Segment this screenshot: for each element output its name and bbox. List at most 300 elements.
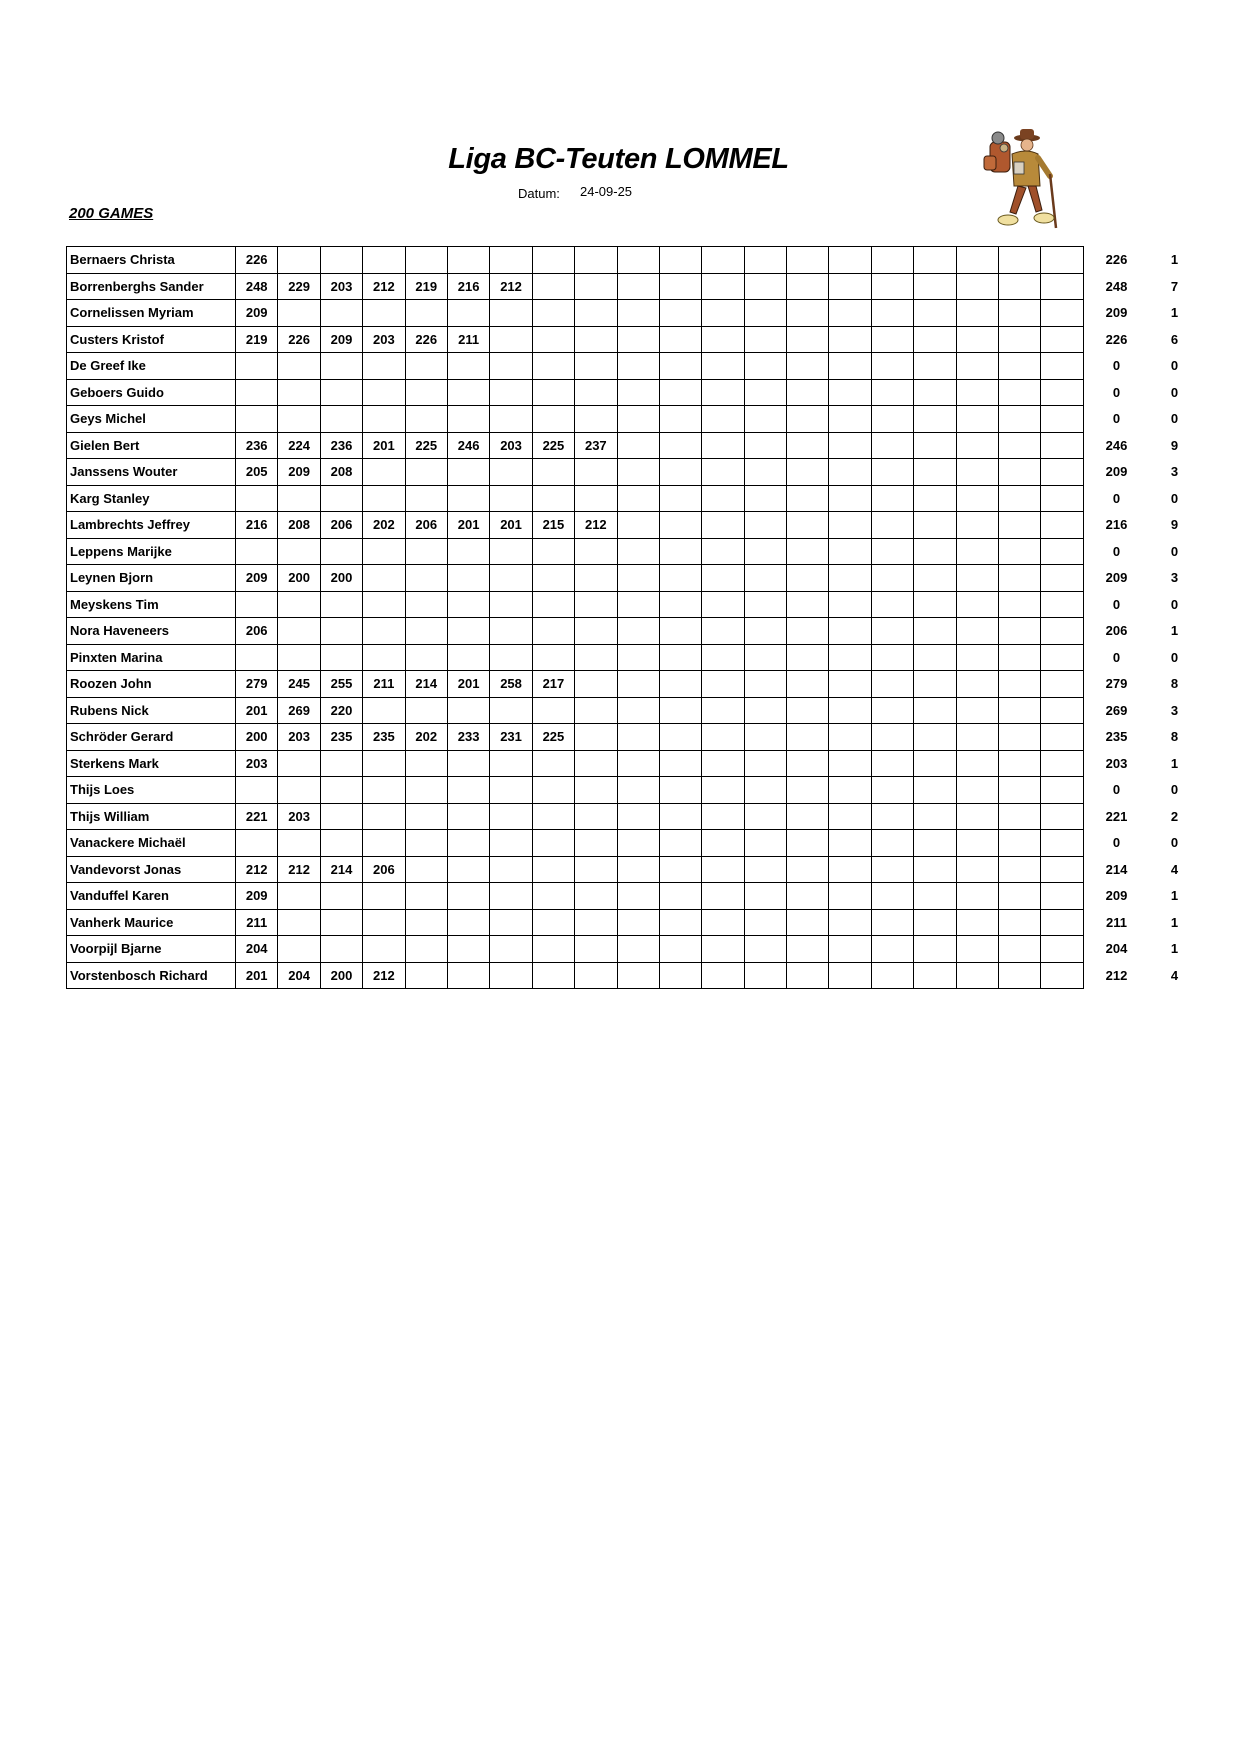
score-cell (1041, 644, 1083, 671)
score-cell (320, 830, 362, 857)
table-row (67, 406, 1084, 433)
score-cell: 205 (236, 459, 278, 486)
score-cell (405, 247, 447, 274)
score-cell: 203 (490, 432, 532, 459)
totals-row (1086, 962, 1202, 989)
score-cell (490, 777, 532, 804)
datum-value: 24-09-25 (580, 184, 633, 199)
score-cell (744, 459, 786, 486)
score-cell (236, 353, 278, 380)
table-row (67, 697, 1084, 724)
table-row (67, 883, 1084, 910)
score-cell (999, 591, 1041, 618)
score-cell (363, 300, 405, 327)
score-cell (532, 300, 574, 327)
score-cell (956, 353, 998, 380)
score-cell (829, 485, 871, 512)
player-name: Custers Kristof (67, 326, 236, 353)
score-cell (490, 565, 532, 592)
score-cell (999, 962, 1041, 989)
score-cell (405, 406, 447, 433)
score-cell: 206 (405, 512, 447, 539)
score-cell (871, 565, 913, 592)
score-cell (871, 909, 913, 936)
score-cell (447, 856, 489, 883)
totals-row (1086, 512, 1202, 539)
score-cell (405, 697, 447, 724)
score-cell (405, 909, 447, 936)
score-cell (1041, 830, 1083, 857)
totals-row (1086, 856, 1202, 883)
score-cell (490, 591, 532, 618)
score-cell (871, 459, 913, 486)
score-cell: 215 (532, 512, 574, 539)
score-cell (320, 300, 362, 327)
game-count: 0 (1170, 835, 1179, 851)
score-cell (532, 538, 574, 565)
totals-row (1086, 883, 1202, 910)
score-cell (999, 432, 1041, 459)
score-cell (744, 485, 786, 512)
totals-row (1086, 247, 1202, 274)
score-cell (320, 247, 362, 274)
score-cell (956, 936, 998, 963)
table-row (67, 273, 1084, 300)
score-cell: 200 (278, 565, 320, 592)
game-count: 1 (1170, 305, 1179, 321)
score-cell (702, 830, 744, 857)
totals-table (1085, 246, 1202, 989)
max-score: 0 (1112, 411, 1121, 427)
score-cell (659, 644, 701, 671)
score-cell: 201 (236, 962, 278, 989)
score-cell (490, 538, 532, 565)
score-cell (532, 830, 574, 857)
score-cell (490, 353, 532, 380)
score-cell (829, 565, 871, 592)
score-cell (999, 697, 1041, 724)
score-cell (532, 644, 574, 671)
score-cell (659, 353, 701, 380)
score-cell (871, 512, 913, 539)
score-cell (787, 724, 829, 751)
score-cell (744, 777, 786, 804)
score-cell (956, 777, 998, 804)
score-cell (1041, 247, 1083, 274)
score-cell (914, 936, 956, 963)
max-score: 235 (1105, 729, 1128, 745)
game-count: 4 (1170, 967, 1179, 983)
max-score: 0 (1112, 384, 1121, 400)
score-cell: 203 (363, 326, 405, 353)
score-cell (914, 485, 956, 512)
score-cell (787, 936, 829, 963)
score-cell (363, 379, 405, 406)
score-cell (914, 803, 956, 830)
table-row (67, 432, 1084, 459)
score-cell (702, 671, 744, 698)
score-cell (871, 803, 913, 830)
player-name: Rubens Nick (67, 697, 236, 724)
score-cell (1041, 591, 1083, 618)
score-cell (532, 326, 574, 353)
score-cell (871, 830, 913, 857)
score-cell (999, 936, 1041, 963)
score-cell: 200 (320, 565, 362, 592)
max-score: 0 (1112, 596, 1121, 612)
score-cell (744, 538, 786, 565)
score-cell (278, 353, 320, 380)
score-cell (1041, 538, 1083, 565)
score-cell (914, 618, 956, 645)
score-cell (405, 856, 447, 883)
table-row (67, 485, 1084, 512)
score-cell (320, 406, 362, 433)
score-cell (999, 247, 1041, 274)
score-cell (702, 326, 744, 353)
score-cell (829, 618, 871, 645)
totals-row (1086, 459, 1202, 486)
score-cell (787, 962, 829, 989)
score-cell (320, 644, 362, 671)
game-count: 0 (1170, 358, 1179, 374)
max-score: 209 (1105, 888, 1128, 904)
score-cell: 219 (236, 326, 278, 353)
score-cell: 211 (236, 909, 278, 936)
player-name: Schröder Gerard (67, 724, 236, 751)
score-cell (956, 406, 998, 433)
score-cell (744, 697, 786, 724)
max-score: 0 (1112, 782, 1121, 798)
score-cell (575, 671, 617, 698)
score-cell (490, 697, 532, 724)
score-cell (1041, 459, 1083, 486)
score-cell (575, 538, 617, 565)
score-cell (447, 618, 489, 645)
score-cell (532, 909, 574, 936)
player-name: Thijs Loes (67, 777, 236, 804)
score-cell: 216 (447, 273, 489, 300)
score-cell (787, 406, 829, 433)
totals-row (1086, 803, 1202, 830)
score-cell: 236 (320, 432, 362, 459)
score-cell: 233 (447, 724, 489, 751)
score-cell (659, 273, 701, 300)
totals-row (1086, 777, 1202, 804)
score-cell (278, 591, 320, 618)
score-cell (744, 750, 786, 777)
score-cell (829, 962, 871, 989)
score-cell (532, 962, 574, 989)
score-cell (871, 618, 913, 645)
max-score: 212 (1105, 967, 1128, 983)
score-cell (914, 697, 956, 724)
score-cell: 258 (490, 671, 532, 698)
score-cell (405, 379, 447, 406)
score-cell (702, 247, 744, 274)
score-cell: 255 (320, 671, 362, 698)
totals-row (1086, 406, 1202, 433)
score-cell (659, 432, 701, 459)
page-title: Liga BC-Teuten LOMMEL (448, 143, 789, 175)
score-cell (702, 909, 744, 936)
score-cell (278, 247, 320, 274)
score-cell (744, 883, 786, 910)
table-row (67, 803, 1084, 830)
score-cell: 212 (575, 512, 617, 539)
score-cell: 226 (236, 247, 278, 274)
score-cell (363, 803, 405, 830)
score-cell (447, 962, 489, 989)
score-cell (659, 803, 701, 830)
score-cell (532, 697, 574, 724)
score-cell (405, 962, 447, 989)
totals-row (1086, 591, 1202, 618)
score-cell (956, 962, 998, 989)
score-cell (236, 591, 278, 618)
score-cell (999, 565, 1041, 592)
score-cell (617, 247, 659, 274)
table-row (67, 936, 1084, 963)
score-cell (956, 379, 998, 406)
score-cell (617, 644, 659, 671)
score-cell (490, 962, 532, 989)
score-cell (617, 936, 659, 963)
score-cell (956, 273, 998, 300)
score-cell (744, 618, 786, 645)
score-cell (490, 644, 532, 671)
score-cell (956, 803, 998, 830)
score-cell (532, 379, 574, 406)
score-cell (447, 300, 489, 327)
score-cell (999, 273, 1041, 300)
score-cell (829, 538, 871, 565)
game-count: 3 (1170, 464, 1179, 480)
score-cell (1041, 379, 1083, 406)
score-cell (702, 273, 744, 300)
score-cell (914, 750, 956, 777)
max-score: 216 (1105, 517, 1128, 533)
player-name: Vorstenbosch Richard (67, 962, 236, 989)
score-cell (914, 512, 956, 539)
score-cell (659, 485, 701, 512)
score-cell (999, 353, 1041, 380)
score-cell (532, 273, 574, 300)
table-row (67, 830, 1084, 857)
table-row (67, 750, 1084, 777)
score-cell (659, 406, 701, 433)
score-cell (999, 750, 1041, 777)
score-cell: 206 (363, 856, 405, 883)
game-count: 0 (1170, 490, 1179, 506)
score-cell (914, 353, 956, 380)
table-row (67, 247, 1084, 274)
score-cell: 248 (236, 273, 278, 300)
score-cell (999, 671, 1041, 698)
player-name: Gielen Bert (67, 432, 236, 459)
table-row (67, 538, 1084, 565)
score-cell (575, 962, 617, 989)
score-cell (447, 644, 489, 671)
score-cell (490, 485, 532, 512)
game-count: 0 (1170, 596, 1179, 612)
score-cell (659, 962, 701, 989)
score-cell (787, 353, 829, 380)
player-name: Vandevorst Jonas (67, 856, 236, 883)
score-cell (617, 591, 659, 618)
score-cell (363, 591, 405, 618)
score-cell (702, 936, 744, 963)
score-cell (236, 830, 278, 857)
score-cell (1041, 432, 1083, 459)
score-cell (278, 777, 320, 804)
max-score: 214 (1105, 861, 1128, 877)
score-cell (617, 432, 659, 459)
score-cell (320, 777, 362, 804)
score-cell: 217 (532, 671, 574, 698)
score-cell (956, 830, 998, 857)
score-cell (490, 909, 532, 936)
score-cell: 201 (363, 432, 405, 459)
game-count: 0 (1170, 543, 1179, 559)
score-cell: 245 (278, 671, 320, 698)
score-cell (278, 750, 320, 777)
max-score: 279 (1105, 676, 1128, 692)
table-row (67, 671, 1084, 698)
totals-row (1086, 697, 1202, 724)
score-cell (617, 856, 659, 883)
score-cell (744, 803, 786, 830)
score-cell (871, 538, 913, 565)
score-cell (829, 379, 871, 406)
score-cell (490, 803, 532, 830)
score-cell (787, 750, 829, 777)
score-cell (659, 512, 701, 539)
score-cell (278, 538, 320, 565)
score-cell: 224 (278, 432, 320, 459)
score-cell (405, 830, 447, 857)
score-cell (956, 300, 998, 327)
score-cell (617, 565, 659, 592)
table-row (67, 300, 1084, 327)
score-cell (999, 803, 1041, 830)
score-cell (914, 671, 956, 698)
score-cell: 208 (278, 512, 320, 539)
score-cell (956, 671, 998, 698)
score-cell (617, 353, 659, 380)
table-row (67, 909, 1084, 936)
game-count: 1 (1170, 914, 1179, 930)
score-cell (447, 565, 489, 592)
score-cell (702, 618, 744, 645)
score-cell (659, 724, 701, 751)
score-cell (829, 936, 871, 963)
score-cell (829, 591, 871, 618)
score-cell: 235 (363, 724, 405, 751)
score-cell (999, 379, 1041, 406)
score-cell (575, 803, 617, 830)
score-cell (405, 644, 447, 671)
score-cell (871, 644, 913, 671)
max-score: 248 (1105, 278, 1128, 294)
game-count: 0 (1170, 411, 1179, 427)
score-cell (575, 273, 617, 300)
score-cell (447, 247, 489, 274)
score-cell (659, 883, 701, 910)
totals-row (1086, 565, 1202, 592)
score-cell (956, 512, 998, 539)
score-cell (787, 432, 829, 459)
score-cell: 208 (320, 459, 362, 486)
score-cell: 209 (236, 565, 278, 592)
score-cell: 201 (490, 512, 532, 539)
score-cell (956, 697, 998, 724)
score-cell (617, 538, 659, 565)
score-cell (744, 406, 786, 433)
score-cell: 212 (490, 273, 532, 300)
game-count: 9 (1170, 437, 1179, 453)
score-cell (914, 909, 956, 936)
score-cell (914, 591, 956, 618)
score-cell (999, 856, 1041, 883)
score-cell (829, 803, 871, 830)
score-cell (787, 671, 829, 698)
score-cell (956, 326, 998, 353)
score-cell (278, 300, 320, 327)
score-cell (956, 565, 998, 592)
score-cell (659, 565, 701, 592)
score-cell (659, 830, 701, 857)
score-cell (532, 591, 574, 618)
score-cell (617, 485, 659, 512)
score-cell (744, 724, 786, 751)
score-cell (659, 909, 701, 936)
score-cell (744, 671, 786, 698)
score-cell (532, 459, 574, 486)
max-score: 246 (1105, 437, 1128, 453)
player-name: Voorpijl Bjarne (67, 936, 236, 963)
score-cell (575, 830, 617, 857)
score-cell (320, 936, 362, 963)
score-cell (617, 777, 659, 804)
score-cell (447, 459, 489, 486)
score-cell (1041, 750, 1083, 777)
score-cell (956, 432, 998, 459)
totals-row (1086, 326, 1202, 353)
score-cell (787, 883, 829, 910)
table-row (67, 618, 1084, 645)
score-cell: 214 (320, 856, 362, 883)
score-cell (532, 856, 574, 883)
score-cell (1041, 300, 1083, 327)
score-cell (447, 379, 489, 406)
score-cell (702, 406, 744, 433)
score-cell (787, 618, 829, 645)
score-cell (532, 485, 574, 512)
score-cell (490, 936, 532, 963)
score-cell (405, 803, 447, 830)
score-cell (320, 618, 362, 645)
totals-row (1086, 273, 1202, 300)
scores-table (66, 246, 1084, 989)
score-cell (1041, 777, 1083, 804)
score-cell (871, 724, 913, 751)
score-cell (744, 909, 786, 936)
score-cell (1041, 671, 1083, 698)
score-cell (575, 379, 617, 406)
score-cell (829, 777, 871, 804)
totals-row (1086, 379, 1202, 406)
